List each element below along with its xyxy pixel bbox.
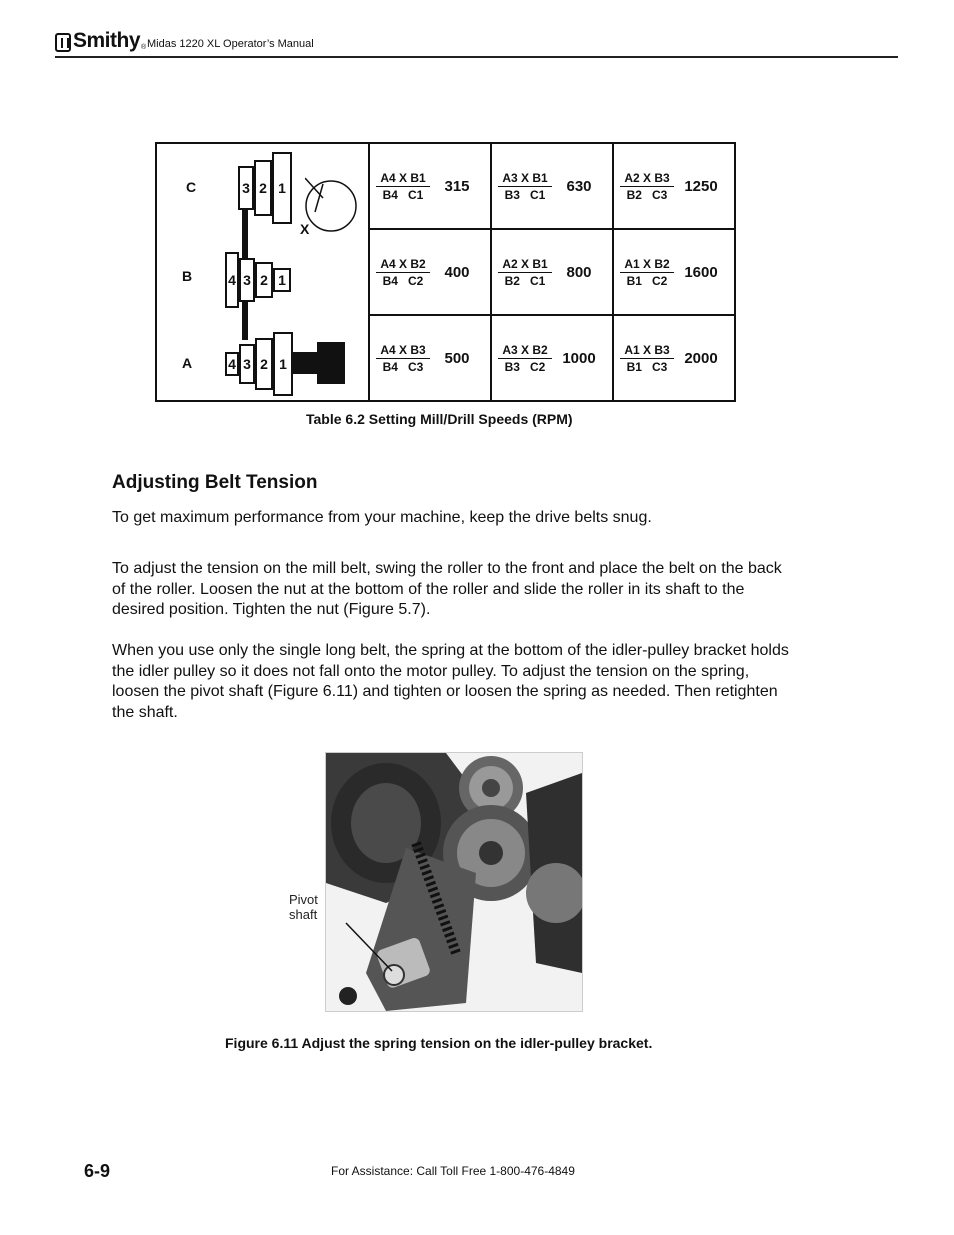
x-mark: X	[300, 221, 310, 237]
pulley-a-3: 3	[239, 344, 255, 384]
pulley-b-2: 2	[255, 262, 273, 298]
manual-title: Midas 1220 XL Operator’s Manual	[147, 38, 314, 50]
speed-cell	[369, 143, 491, 229]
combo-bot-left: B2	[504, 273, 520, 288]
combo-bot-left: B4	[382, 187, 398, 202]
belt-c-b	[242, 210, 248, 262]
pulley-a-1: 1	[273, 332, 293, 396]
page-number: 6-9	[84, 1161, 111, 1181]
rpm-value: 1250	[684, 177, 718, 195]
paragraph-3: When you use only the single long belt, the spring at the bottom of the idler-pulley bracket holds the idler pulley so it does not fall onto the motor pulley. To adjust the tension on the spring, loosen the pivot shaft (Figure 6.11) and tighten or loosen the spring as needed. Then retighten the shaft.	[112, 642, 789, 721]
motor-icon	[317, 342, 345, 384]
combo-bot-right: C1	[530, 273, 546, 288]
pulley-diagram	[156, 143, 369, 401]
rpm-value: 500	[444, 349, 470, 367]
speed-cell	[491, 143, 613, 229]
smithy-logo-icon	[55, 33, 71, 52]
pulley-c-2: 2	[254, 160, 272, 216]
pulley-c-1: 1	[272, 152, 292, 224]
page-header	[55, 26, 898, 58]
combo-bot-left: B4	[382, 359, 398, 374]
row-label-b: B	[182, 268, 193, 284]
paragraph-1: To get maximum performance from your machine, keep the drive belts snug.	[112, 509, 652, 526]
combo-top: A4 X B3	[376, 342, 430, 359]
speed-cell	[369, 315, 491, 401]
motor-shaft	[293, 352, 319, 374]
combo-bot-right: C1	[408, 187, 424, 202]
combo-top: A3 X B2	[498, 342, 552, 359]
combo-top: A4 X B1	[376, 170, 430, 187]
combo-bot-right: C2	[408, 273, 424, 288]
speed-cell	[613, 143, 735, 229]
speed-table	[155, 142, 736, 402]
combo-bot-left: B4	[382, 273, 398, 288]
combo-bot-right: C2	[530, 359, 546, 374]
combo-bot-left: B3	[504, 187, 520, 202]
combo-bot-right: C2	[652, 273, 668, 288]
rpm-value: 1600	[684, 263, 718, 281]
rpm-value: 630	[566, 177, 592, 195]
assistance-line: For Assistance: Call Toll Free 1-800-476-4849	[331, 1164, 575, 1178]
pivot-shaft-callout: Pivot shaft	[289, 892, 318, 922]
speed-cell	[613, 315, 735, 401]
rpm-value: 800	[566, 263, 592, 281]
pulley-b-4: 4	[225, 252, 239, 308]
pulley-c-3: 3	[238, 166, 254, 210]
rpm-value: 315	[444, 177, 470, 195]
combo-bot-right: C3	[652, 187, 668, 202]
registered-mark: ®	[141, 44, 147, 51]
speed-cell	[491, 229, 613, 315]
combo-bot-left: B3	[504, 359, 520, 374]
paragraph-2: To adjust the tension on the mill belt, swing the roller to the front and place the belt on the back of the roller. Loosen the nut at the bottom of the roller and slide the roller in its shaft to the desired position. Tighten the nut (Figure 5.7).	[112, 560, 782, 618]
combo-bot-left: B1	[626, 359, 642, 374]
idler-pulley-photo-art	[326, 753, 582, 1011]
rpm-value: 1000	[562, 349, 596, 367]
combo-top: A1 X B2	[620, 256, 674, 273]
table-caption: Table 6.2 Setting Mill/Drill Speeds (RPM)	[306, 411, 573, 427]
pulley-a-4: 4	[225, 352, 239, 376]
row-label-c: C	[186, 179, 197, 195]
pulley-b-1: 1	[273, 268, 291, 292]
figure-caption: Figure 6.11 Adjust the spring tension on the idler-pulley bracket.	[225, 1035, 653, 1051]
speed-cell	[369, 229, 491, 315]
pulley-a-2: 2	[255, 338, 273, 390]
combo-bot-right: C1	[530, 187, 546, 202]
section-heading: Adjusting Belt Tension	[112, 472, 318, 493]
brand-name: Smithy	[73, 29, 141, 52]
spindle-circle-icon	[305, 172, 365, 234]
rpm-value: 400	[444, 263, 470, 281]
row-label-a: A	[182, 355, 193, 371]
idler-pulley-photo	[325, 752, 583, 1012]
combo-bot-left: B2	[626, 187, 642, 202]
combo-bot-right: C3	[652, 359, 668, 374]
speed-cell	[491, 315, 613, 401]
combo-bot-right: C3	[408, 359, 424, 374]
smithy-logo	[55, 26, 146, 52]
combo-top: A3 X B1	[498, 170, 552, 187]
speed-cell	[613, 229, 735, 315]
combo-top: A1 X B3	[620, 342, 674, 359]
combo-top: A2 X B3	[620, 170, 674, 187]
combo-top: A2 X B1	[498, 256, 552, 273]
rpm-value: 2000	[684, 349, 718, 367]
pulley-b-3: 3	[239, 258, 255, 302]
combo-top: A4 X B2	[376, 256, 430, 273]
combo-bot-left: B1	[626, 273, 642, 288]
